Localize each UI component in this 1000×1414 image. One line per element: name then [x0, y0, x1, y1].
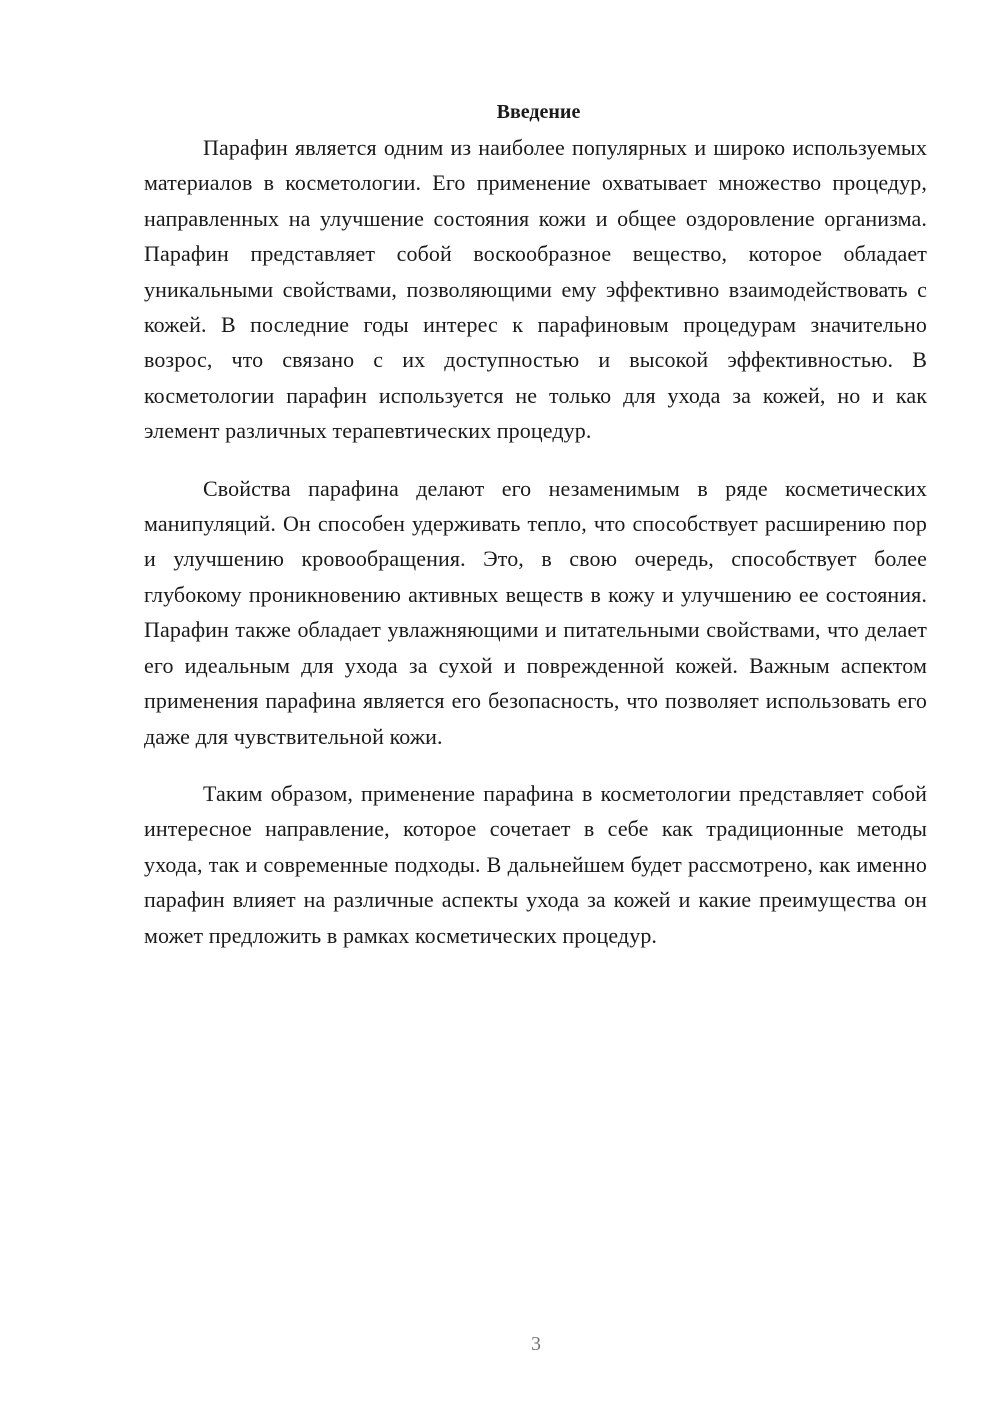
- paragraph-1: Парафин является одним из наиболее популярных и широко используемых материалов в косметологии. Его применение охватывает множество процедур, направленных на улучшение состояния кожи и общее оздоровление организма. Парафин представляет собой воскообразное вещество, которое обладает уникальными свойствами, позволяющими ему эффективно взаимодействовать с кожей. В последние годы интерес к парафиновым процедурам значительно возрос, что связано с их доступностью и высокой эффективностью. В косметологии парафин используется не только для ухода за кожей, но и как элемент различных терапевтических процедур.: [144, 135, 927, 444]
- paragraph-2: Свойства парафина делают его незаменимым в ряде косметических манипуляций. Он способен удерживать тепло, что способствует расширению пор и улучшению кровообращения. Это, в свою очередь, способствует более глубокому проникновению активных веществ в кожу и улучшению ее состояния. Парафин также обладает увлажняющими и питательными свойствами, что делает его идеальным для ухода за сухой и поврежденной кожей. Важным аспектом применения парафина является его безопасность, что позволяет использовать его даже для чувствительной кожи.: [144, 475, 927, 749]
- page-content: [144, 96, 927, 975]
- paragraph-3: Таким образом, применение парафина в косметологии представляет собой интересное направление, которое сочетает в себе как традиционные методы ухода, так и современные подходы. В дальнейшем будет рассмотрено, как именно парафин влияет на различные аспекты ухода за кожей и какие преимущества он может предложить в рамках косметических процедур.: [144, 780, 927, 948]
- page-number: 3: [531, 1333, 541, 1355]
- section-title: Введение: [496, 101, 581, 123]
